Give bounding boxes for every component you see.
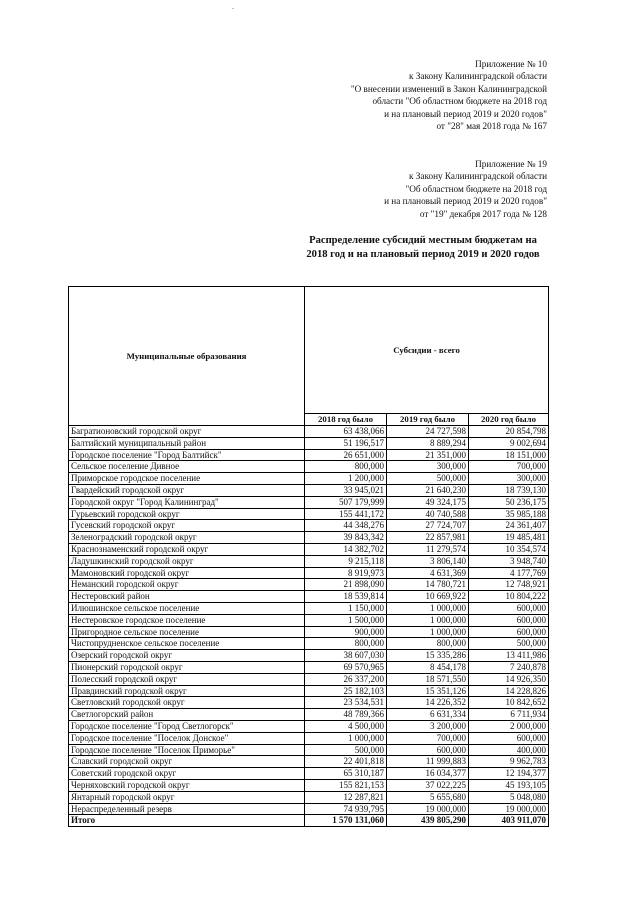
value-2020-cell: 700,000 [469, 461, 549, 473]
value-2018-cell: 23 534,531 [305, 697, 387, 709]
municipality-cell: Городское поселение "Город Балтийск" [69, 449, 305, 461]
value-2020-cell: 10 804,222 [469, 591, 549, 603]
value-2020-cell: 403 911,070 [469, 815, 549, 827]
value-2018-cell: 33 945,021 [305, 484, 387, 496]
value-2020-cell: 600,000 [469, 614, 549, 626]
appendix-19-header [384, 158, 547, 220]
table-row [69, 496, 549, 508]
appendix-10-line: от "28" мая 2018 года № 167 [436, 121, 547, 132]
municipality-cell: Черняховский городской округ [69, 779, 305, 791]
value-2018-cell: 21 898,090 [305, 579, 387, 591]
value-2019-cell: 10 669,922 [387, 591, 469, 603]
value-2019-cell: 439 805,290 [387, 815, 469, 827]
appendix-19-line: от "19" декабря 2017 года № 128 [419, 208, 547, 219]
value-2018-cell: 18 539,814 [305, 591, 387, 603]
value-2019-cell: 27 724,707 [387, 520, 469, 532]
value-2020-cell: 600,000 [469, 732, 549, 744]
value-2018-cell: 155 821,153 [305, 779, 387, 791]
value-2020-cell: 500,000 [469, 638, 549, 650]
municipality-cell: Илюшинское сельское поселение [69, 602, 305, 614]
value-2019-cell: 3 806,140 [387, 555, 469, 567]
scan-mark: - [232, 6, 234, 12]
municipality-cell: Итого [69, 815, 305, 827]
value-2018-cell: 48 789,366 [305, 709, 387, 721]
appendix-19-line: к Закону Калининградской области [409, 171, 547, 182]
value-2019-cell: 24 727,598 [387, 426, 469, 438]
value-2020-cell: 600,000 [469, 602, 549, 614]
appendix-10-line: к Закону Калининградской области [409, 71, 547, 82]
value-2018-cell: 155 441,172 [305, 508, 387, 520]
value-2018-cell: 500,000 [305, 744, 387, 756]
appendix-19-line: Приложение № 19 [475, 159, 547, 169]
value-2019-cell: 600,000 [387, 744, 469, 756]
value-2020-cell: 12 194,377 [469, 768, 549, 780]
municipality-cell: Мамоновский городской округ [69, 567, 305, 579]
value-2019-cell: 1 000,000 [387, 626, 469, 638]
table-row [69, 484, 549, 496]
value-2020-cell: 400,000 [469, 744, 549, 756]
table-row [69, 709, 549, 721]
table-row [69, 532, 549, 544]
value-2019-cell: 18 571,550 [387, 673, 469, 685]
value-2019-cell: 37 022,225 [387, 779, 469, 791]
appendix-10-header [351, 58, 547, 132]
value-2018-cell: 65 310,187 [305, 768, 387, 780]
table-row [69, 426, 549, 438]
appendix-10-line: Приложение № 10 [475, 59, 547, 69]
table-row [69, 673, 549, 685]
appendix-10-line: "О внесении изменений в Закон Калининградской [350, 83, 547, 94]
value-2020-cell: 2 000,000 [469, 720, 549, 732]
municipality-cell: Славский городской округ [69, 756, 305, 768]
municipality-cell: Светлогорский район [69, 709, 305, 721]
municipality-cell: Янтарный городской округ [69, 791, 305, 803]
value-2019-cell: 15 351,126 [387, 685, 469, 697]
value-2020-cell: 4 177,769 [469, 567, 549, 579]
table-row [69, 614, 549, 626]
table-row [69, 602, 549, 614]
value-2019-cell: 16 034,377 [387, 768, 469, 780]
table-row [69, 508, 549, 520]
value-2018-cell: 12 287,821 [305, 791, 387, 803]
value-2019-cell: 19 000,000 [387, 803, 469, 815]
appendix-10-line: и на плановый период 2019 и 2020 годов" [384, 108, 547, 119]
value-2018-cell: 1 150,000 [305, 602, 387, 614]
value-2018-cell: 63 438,066 [305, 426, 387, 438]
value-2019-cell: 11 279,574 [387, 543, 469, 555]
value-2018-cell: 14 382,702 [305, 543, 387, 555]
value-2020-cell: 600,000 [469, 626, 549, 638]
value-2018-cell: 1 200,000 [305, 473, 387, 485]
value-2019-cell: 11 999,883 [387, 756, 469, 768]
municipality-cell: Пионерский городской округ [69, 661, 305, 673]
value-2018-cell: 26 337,200 [305, 673, 387, 685]
municipality-cell: Городской округ "Город Калининград" [69, 496, 305, 508]
table-row [69, 768, 549, 780]
municipality-cell: Полесский городской округ [69, 673, 305, 685]
value-2018-cell: 507 179,999 [305, 496, 387, 508]
value-2019-cell: 8 889,294 [387, 437, 469, 449]
year-header: 2019 год было [387, 414, 469, 426]
table-row [69, 461, 549, 473]
value-2020-cell: 9 002,694 [469, 437, 549, 449]
municipality-cell: Пригородное сельское поселение [69, 626, 305, 638]
total-row [69, 815, 549, 827]
appendix-19-line: "Об областном бюджете на 2018 год [405, 183, 547, 194]
value-2020-cell: 50 236,175 [469, 496, 549, 508]
value-2018-cell: 74 939,795 [305, 803, 387, 815]
table-row [69, 744, 549, 756]
municipality-cell: Неманский городской округ [69, 579, 305, 591]
value-2020-cell: 9 962,783 [469, 756, 549, 768]
table-row [69, 661, 549, 673]
municipality-cell: Советский городской округ [69, 768, 305, 780]
municipality-cell: Городское поселение "Поселок Донское" [69, 732, 305, 744]
table-row [69, 591, 549, 603]
municipality-cell: Чистопрудненское сельское поселение [69, 638, 305, 650]
table-row [69, 555, 549, 567]
value-2018-cell: 1 500,000 [305, 614, 387, 626]
municipality-cell: Городское поселение "Город Светлогорск" [69, 720, 305, 732]
table-row [69, 638, 549, 650]
value-2020-cell: 20 854,798 [469, 426, 549, 438]
value-2018-cell: 26 651,000 [305, 449, 387, 461]
value-2018-cell: 44 348,276 [305, 520, 387, 532]
value-2019-cell: 21 640,230 [387, 484, 469, 496]
value-2018-cell: 1 570 131,060 [305, 815, 387, 827]
appendix-10-line: области "Об областном бюджете на 2018 год [372, 96, 547, 107]
value-2019-cell: 21 351,000 [387, 449, 469, 461]
subsidies-table [68, 286, 549, 827]
value-2018-cell: 51 196,517 [305, 437, 387, 449]
municipality-cell: Зеленоградский городской округ [69, 532, 305, 544]
municipality-cell: Балтийский муниципальный район [69, 437, 305, 449]
value-2020-cell: 35 985,188 [469, 508, 549, 520]
value-2020-cell: 5 048,080 [469, 791, 549, 803]
value-2018-cell: 8 919,973 [305, 567, 387, 579]
municipality-cell: Нераспределенный резерв [69, 803, 305, 815]
value-2020-cell: 300,000 [469, 473, 549, 485]
value-2018-cell: 1 000,000 [305, 732, 387, 744]
table-row [69, 449, 549, 461]
table-row [69, 437, 549, 449]
value-2019-cell: 22 857,981 [387, 532, 469, 544]
municipality-cell: Гусевский городской округ [69, 520, 305, 532]
value-2020-cell: 10 354,574 [469, 543, 549, 555]
municipality-cell: Нестеровское городское поселение [69, 614, 305, 626]
value-2018-cell: 69 570,965 [305, 661, 387, 673]
value-2018-cell: 39 843,342 [305, 532, 387, 544]
value-2019-cell: 6 631,334 [387, 709, 469, 721]
municipality-cell: Ладушкинский городской округ [69, 555, 305, 567]
municipality-cell: Краснознаменский городской округ [69, 543, 305, 555]
table-body [69, 426, 549, 827]
value-2018-cell: 900,000 [305, 626, 387, 638]
municipality-cell: Озерский городской округ [69, 650, 305, 662]
value-2020-cell: 13 411,986 [469, 650, 549, 662]
value-2020-cell: 18 151,000 [469, 449, 549, 461]
table-row [69, 720, 549, 732]
value-2020-cell: 18 739,130 [469, 484, 549, 496]
value-2020-cell: 24 361,407 [469, 520, 549, 532]
municipality-cell: Багратионовский городской округ [69, 426, 305, 438]
value-2019-cell: 3 200,000 [387, 720, 469, 732]
value-2019-cell: 8 454,178 [387, 661, 469, 673]
value-2019-cell: 500,000 [387, 473, 469, 485]
table-row [69, 803, 549, 815]
municipality-cell: Городское поселение "Поселок Приморье" [69, 744, 305, 756]
municipality-cell: Нестеровский район [69, 591, 305, 603]
table-row [69, 732, 549, 744]
value-2020-cell: 45 193,105 [469, 779, 549, 791]
value-2020-cell: 3 948,740 [469, 555, 549, 567]
value-2019-cell: 5 655,680 [387, 791, 469, 803]
table-row [69, 543, 549, 555]
value-2020-cell: 14 228,826 [469, 685, 549, 697]
value-2019-cell: 300,000 [387, 461, 469, 473]
municipality-cell: Сельское поселение Дивное [69, 461, 305, 473]
value-2018-cell: 25 182,103 [305, 685, 387, 697]
value-2019-cell: 14 226,352 [387, 697, 469, 709]
table-row [69, 779, 549, 791]
municipality-cell: Приморское городское поселение [69, 473, 305, 485]
table-row [69, 685, 549, 697]
value-2020-cell: 19 485,481 [469, 532, 549, 544]
document-title: Распределение субсидий местным бюджетам на 2018 год и на плановый период 2019 и 2020 годов [306, 235, 540, 260]
value-2019-cell: 15 335,286 [387, 650, 469, 662]
value-2019-cell: 1 000,000 [387, 614, 469, 626]
value-2020-cell: 10 842,652 [469, 697, 549, 709]
table-row [69, 567, 549, 579]
value-2018-cell: 4 500,000 [305, 720, 387, 732]
value-2020-cell: 12 748,921 [469, 579, 549, 591]
value-2019-cell: 4 631,369 [387, 567, 469, 579]
value-2020-cell: 6 711,934 [469, 709, 549, 721]
value-2019-cell: 49 324,175 [387, 496, 469, 508]
value-2018-cell: 800,000 [305, 461, 387, 473]
value-2018-cell: 9 215,118 [305, 555, 387, 567]
table-row [69, 791, 549, 803]
municipality-cell: Правдинский городской округ [69, 685, 305, 697]
value-2018-cell: 22 401,818 [305, 756, 387, 768]
value-2019-cell: 800,000 [387, 638, 469, 650]
value-2019-cell: 40 740,588 [387, 508, 469, 520]
value-2019-cell: 1 000,000 [387, 602, 469, 614]
municipality-cell: Гурьевский городской округ [69, 508, 305, 520]
appendix-19-line: и на плановый период 2019 и 2020 годов" [384, 196, 547, 207]
municipal-header: Муниципальные образования [69, 287, 305, 426]
year-header: 2020 год было [469, 414, 549, 426]
table-row [69, 697, 549, 709]
table-row [69, 756, 549, 768]
table-row [69, 579, 549, 591]
municipality-cell: Светловский городской округ [69, 697, 305, 709]
table-row [69, 473, 549, 485]
subsidies-header: Субсидии - всего [305, 287, 549, 414]
value-2020-cell: 19 000,000 [469, 803, 549, 815]
value-2019-cell: 700,000 [387, 732, 469, 744]
value-2018-cell: 38 607,030 [305, 650, 387, 662]
value-2019-cell: 14 780,721 [387, 579, 469, 591]
table-row [69, 626, 549, 638]
value-2018-cell: 800,000 [305, 638, 387, 650]
year-header: 2018 год было [305, 414, 387, 426]
table-row [69, 650, 549, 662]
value-2020-cell: 14 926,350 [469, 673, 549, 685]
municipality-cell: Гвардейский городской округ [69, 484, 305, 496]
value-2020-cell: 7 240,878 [469, 661, 549, 673]
table-row [69, 520, 549, 532]
